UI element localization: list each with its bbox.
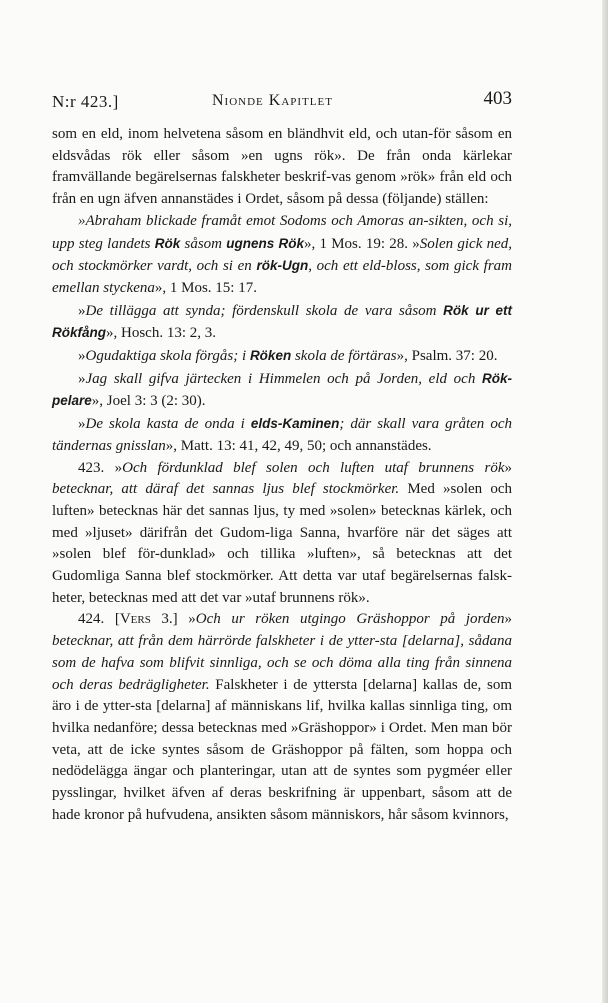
chapter-title: Nionde Kapitlet — [212, 92, 333, 109]
paragraph-423 — [52, 458, 512, 610]
paragraph-number: 423. » — [78, 459, 123, 476]
emphasis-term: elds-Kaminen — [250, 416, 340, 432]
quote-mark: » — [78, 370, 86, 387]
section-reference: N:r 423.] — [52, 92, 119, 111]
verse-number: 3.] » — [150, 611, 196, 628]
quote-mark: » — [504, 459, 512, 476]
quote-mark: » — [78, 416, 86, 433]
paragraph-genesis-quote — [52, 211, 512, 300]
citation: », Psalm. 37: 20. — [396, 348, 498, 365]
citation: », 1 Mos. 19: 28. » — [303, 235, 420, 252]
verse-meaning: betecknar, att däraf det sannas ljus blef stockmörker. — [52, 481, 400, 498]
quote-text: Solen gick ned, och stockmörker vardt, och si en — [52, 235, 512, 275]
quote-text: såsom — [180, 235, 227, 252]
page-number: 403 — [483, 88, 512, 109]
page-edge-shadow — [602, 0, 608, 1003]
verse-label: Vers — [119, 611, 151, 628]
verse-quote: Och fördunklad blef solen och luften utaf brunnens rök — [122, 459, 505, 476]
page-body — [52, 124, 512, 827]
quote-text: De skola kasta de onda i — [85, 416, 251, 433]
citation: », 1 Mos. 15: 17. — [154, 279, 257, 296]
quote-text: skola de förtäras — [291, 348, 397, 365]
verse-meaning: betecknar, att från dem härrörde falskheter i de ytter-sta [delarna], sådana som de hafva som blifvit sinnliga, och se och döma alla ting från sinnena och deras bedrägligheter. — [52, 633, 512, 693]
quote-mark: » — [78, 302, 86, 319]
paragraph-number: 424. [ — [78, 611, 120, 628]
quote-text: De tillägga att synda; fördenskull skola de vara såsom — [85, 302, 444, 319]
paragraph-hosea-quote — [52, 300, 512, 345]
quote-text: Ogudaktiga skola förgås; i — [85, 348, 250, 365]
emphasis-term: Rök — [154, 235, 181, 251]
emphasis-term: rök-Ugn — [256, 258, 309, 274]
citation: », Hosch. 13: 2, 3. — [106, 325, 216, 342]
quote-text: »Abraham blickade framåt emot Sodoms och Amoras an-sikten, och si, upp steg landets — [52, 212, 512, 252]
emphasis-term: Rök-pelare — [52, 370, 512, 409]
citation: », Matt. 13: 41, 42, 49, 50; och annanstädes. — [165, 437, 432, 454]
quote-mark: » — [504, 611, 512, 628]
explanation-text: Med »solen och luften» betecknas här det sannas ljus, ty med »solen» betecknas kärlek, och med »ljuset» därifrån det Gudom-liga Sanna, hvarföre när det säges att »solen blef för-dunklad» och tillika »luften», så betecknas att det Gudomliga Sanna blef stockmörker. Att detta var utaf begärelsernas falsk-heter, betecknas med att det var »utaf brunnens rök». — [52, 481, 512, 606]
emphasis-term: Rök ur ett Rökfång — [52, 302, 512, 341]
paragraph-matthew-quote — [52, 413, 512, 457]
running-header — [52, 88, 512, 114]
explanation-text: Falskheter i de yttersta [delarna] kallas de, som äro i de ytter-sta [delarna] af människans lif, hvilka kallas sinnliga ting, om hvilka nedanföre; dessa betecknas med »Gräshoppor» i Ordet. Men man bör veta, att de icke syntes såsom de Gräshoppor på fälten, som hoppa och nedödelägga ängar och planteringar, utan att de syntes som pygméer eller pysslingar, hvilket äfven af deras beskrifning är uppenbart, såsom att de hade kronor på hufvudena, ansikten såsom människors, hår såsom kvinnors, — [52, 676, 512, 823]
paragraph-424 — [52, 609, 512, 826]
citation: », Joel 3: 3 (2: 30). — [91, 393, 206, 410]
intro-text: som en eld, inom helvetena såsom en bländhvit eld, och utan-för såsom en eldsvådas rök eller såsom »en ugns rök». De från onda kärlekar framvällande begärelsernas falskheter beskrif-vas genom »rök» från eld och från en ugn äfven annanstädes i Ordet, såsom på dessa (följande) ställen: — [52, 126, 512, 208]
emphasis-term: ugnens Rök — [226, 235, 304, 251]
verse-quote: Och ur röken utgingo Gräshoppor på jorden — [195, 611, 505, 628]
quote-text: ; där skall vara gråten och tändernas gnisslan — [52, 416, 512, 454]
paragraph-psalm-quote — [52, 345, 512, 368]
quote-text: , och ett eld-bloss, som gick fram emellan styckena — [52, 258, 512, 296]
emphasis-term: Röken — [249, 348, 292, 364]
quote-text: Jag skall gifva järtecken i Himmelen och på Jorden, eld och — [85, 370, 482, 387]
paragraph-intro — [52, 124, 512, 211]
paragraph-joel-quote — [52, 368, 512, 413]
quote-mark: » — [78, 348, 86, 365]
